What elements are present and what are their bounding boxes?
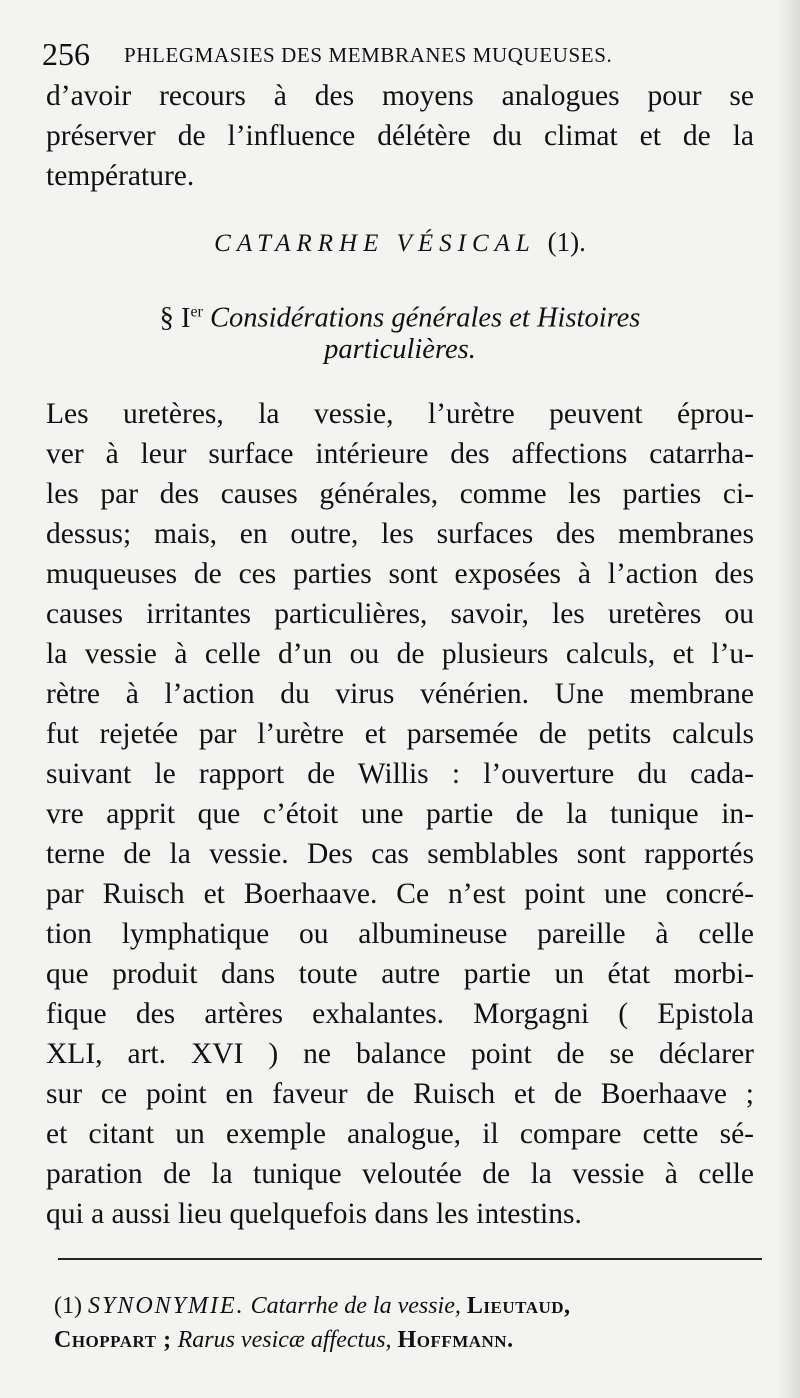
footnote-text: Catarrhe de la vessie, xyxy=(250,1293,461,1319)
body-line: causes irritantes particulières, savoir, les uretères ou xyxy=(46,598,754,630)
body-line: et citant un exemple analogue, il compare cette sé- xyxy=(46,1118,754,1150)
page-number: 256 xyxy=(42,36,90,72)
section-title xyxy=(0,222,800,264)
body-line: Les uretères, la vessie, l’urètre peuvent éprou- xyxy=(46,398,754,430)
body-line: ver à leur surface intérieure des affections catarrha- xyxy=(46,438,754,470)
running-head: PHLEGMASIES DES MEMBRANES MUQUEUSES. xyxy=(124,43,613,67)
body-line: qui a aussi lieu quelquefois dans les intestins. xyxy=(46,1198,582,1230)
footnote-mark: (1) xyxy=(54,1293,82,1319)
subheading-number-main: I xyxy=(180,302,191,334)
subheading-number xyxy=(181,303,203,334)
footnote-author: Hoffmann. xyxy=(397,1327,514,1353)
intro-line: préserver de l’influence délétère du climat et de la xyxy=(46,120,754,152)
body-line: muqueuses de ces parties sont exposées à l’action des xyxy=(46,558,754,590)
subheading-line-2 xyxy=(0,330,800,370)
page-edge-shadow xyxy=(778,0,800,1398)
footnote-author: Choppart ; xyxy=(54,1327,172,1353)
footnote-line-2 xyxy=(54,1322,769,1358)
footnote-rule xyxy=(58,1258,762,1260)
body-line: paration de la tunique veloutée de la vessie à celle xyxy=(46,1158,754,1190)
body-line: suivant le rapport de Willis : l’ouverture du cada- xyxy=(46,758,754,790)
body-line: XLI, art. XVI ) ne balance point de se déclarer xyxy=(46,1038,754,1070)
body-line: terne de la vessie. Des cas semblables sont rapportés xyxy=(46,838,754,870)
body-line: fut rejetée par l’urètre et parsemée de petits calculs xyxy=(46,718,754,750)
body-line: que produit dans toute autre partie un état morbi- xyxy=(46,958,754,990)
footnote-author: Lieutaud, xyxy=(466,1293,571,1319)
footnote-reference: (1). xyxy=(547,227,586,257)
subheading-text: Considérations générales et Histoires xyxy=(210,302,641,334)
body-line: vre apprit que c’étoit une partie de la tunique in- xyxy=(46,798,754,830)
section-title-text: CATARRHE VÉSICAL xyxy=(214,230,536,257)
page-header xyxy=(42,34,762,74)
intro-line: d’avoir recours à des moyens analogues pour se xyxy=(46,80,754,112)
body-line: les par des causes générales, comme les parties ci- xyxy=(46,478,754,510)
body-line: tion lymphatique ou albumineuse pareille à celle xyxy=(46,918,754,950)
footnote-label: SYNONYMIE. xyxy=(87,1293,245,1319)
subheading-text-2: particulières. xyxy=(324,334,476,365)
body-line: rètre à l’action du virus vénérien. Une membrane xyxy=(46,678,754,710)
body-line: la vessie à celle d’un ou de plusieurs calculs, et l’u- xyxy=(46,638,754,670)
body-line: par Ruisch et Boerhaave. Ce n’est point une concré- xyxy=(46,878,754,910)
body-line: dessus; mais, en outre, les surfaces des membranes xyxy=(46,518,754,550)
footnote-line-1 xyxy=(54,1288,769,1324)
subheading-number-sup: er xyxy=(190,303,203,320)
section-symbol: § xyxy=(159,302,174,334)
body-line: sur ce point en faveur de Ruisch et de Boerhaave ; xyxy=(46,1078,754,1110)
body-line: fique des artères exhalantes. Morgagni ( Epistola xyxy=(46,998,754,1030)
footnote-text: Rarus vesicæ affectus, xyxy=(177,1327,392,1353)
intro-line: température. xyxy=(46,160,195,192)
